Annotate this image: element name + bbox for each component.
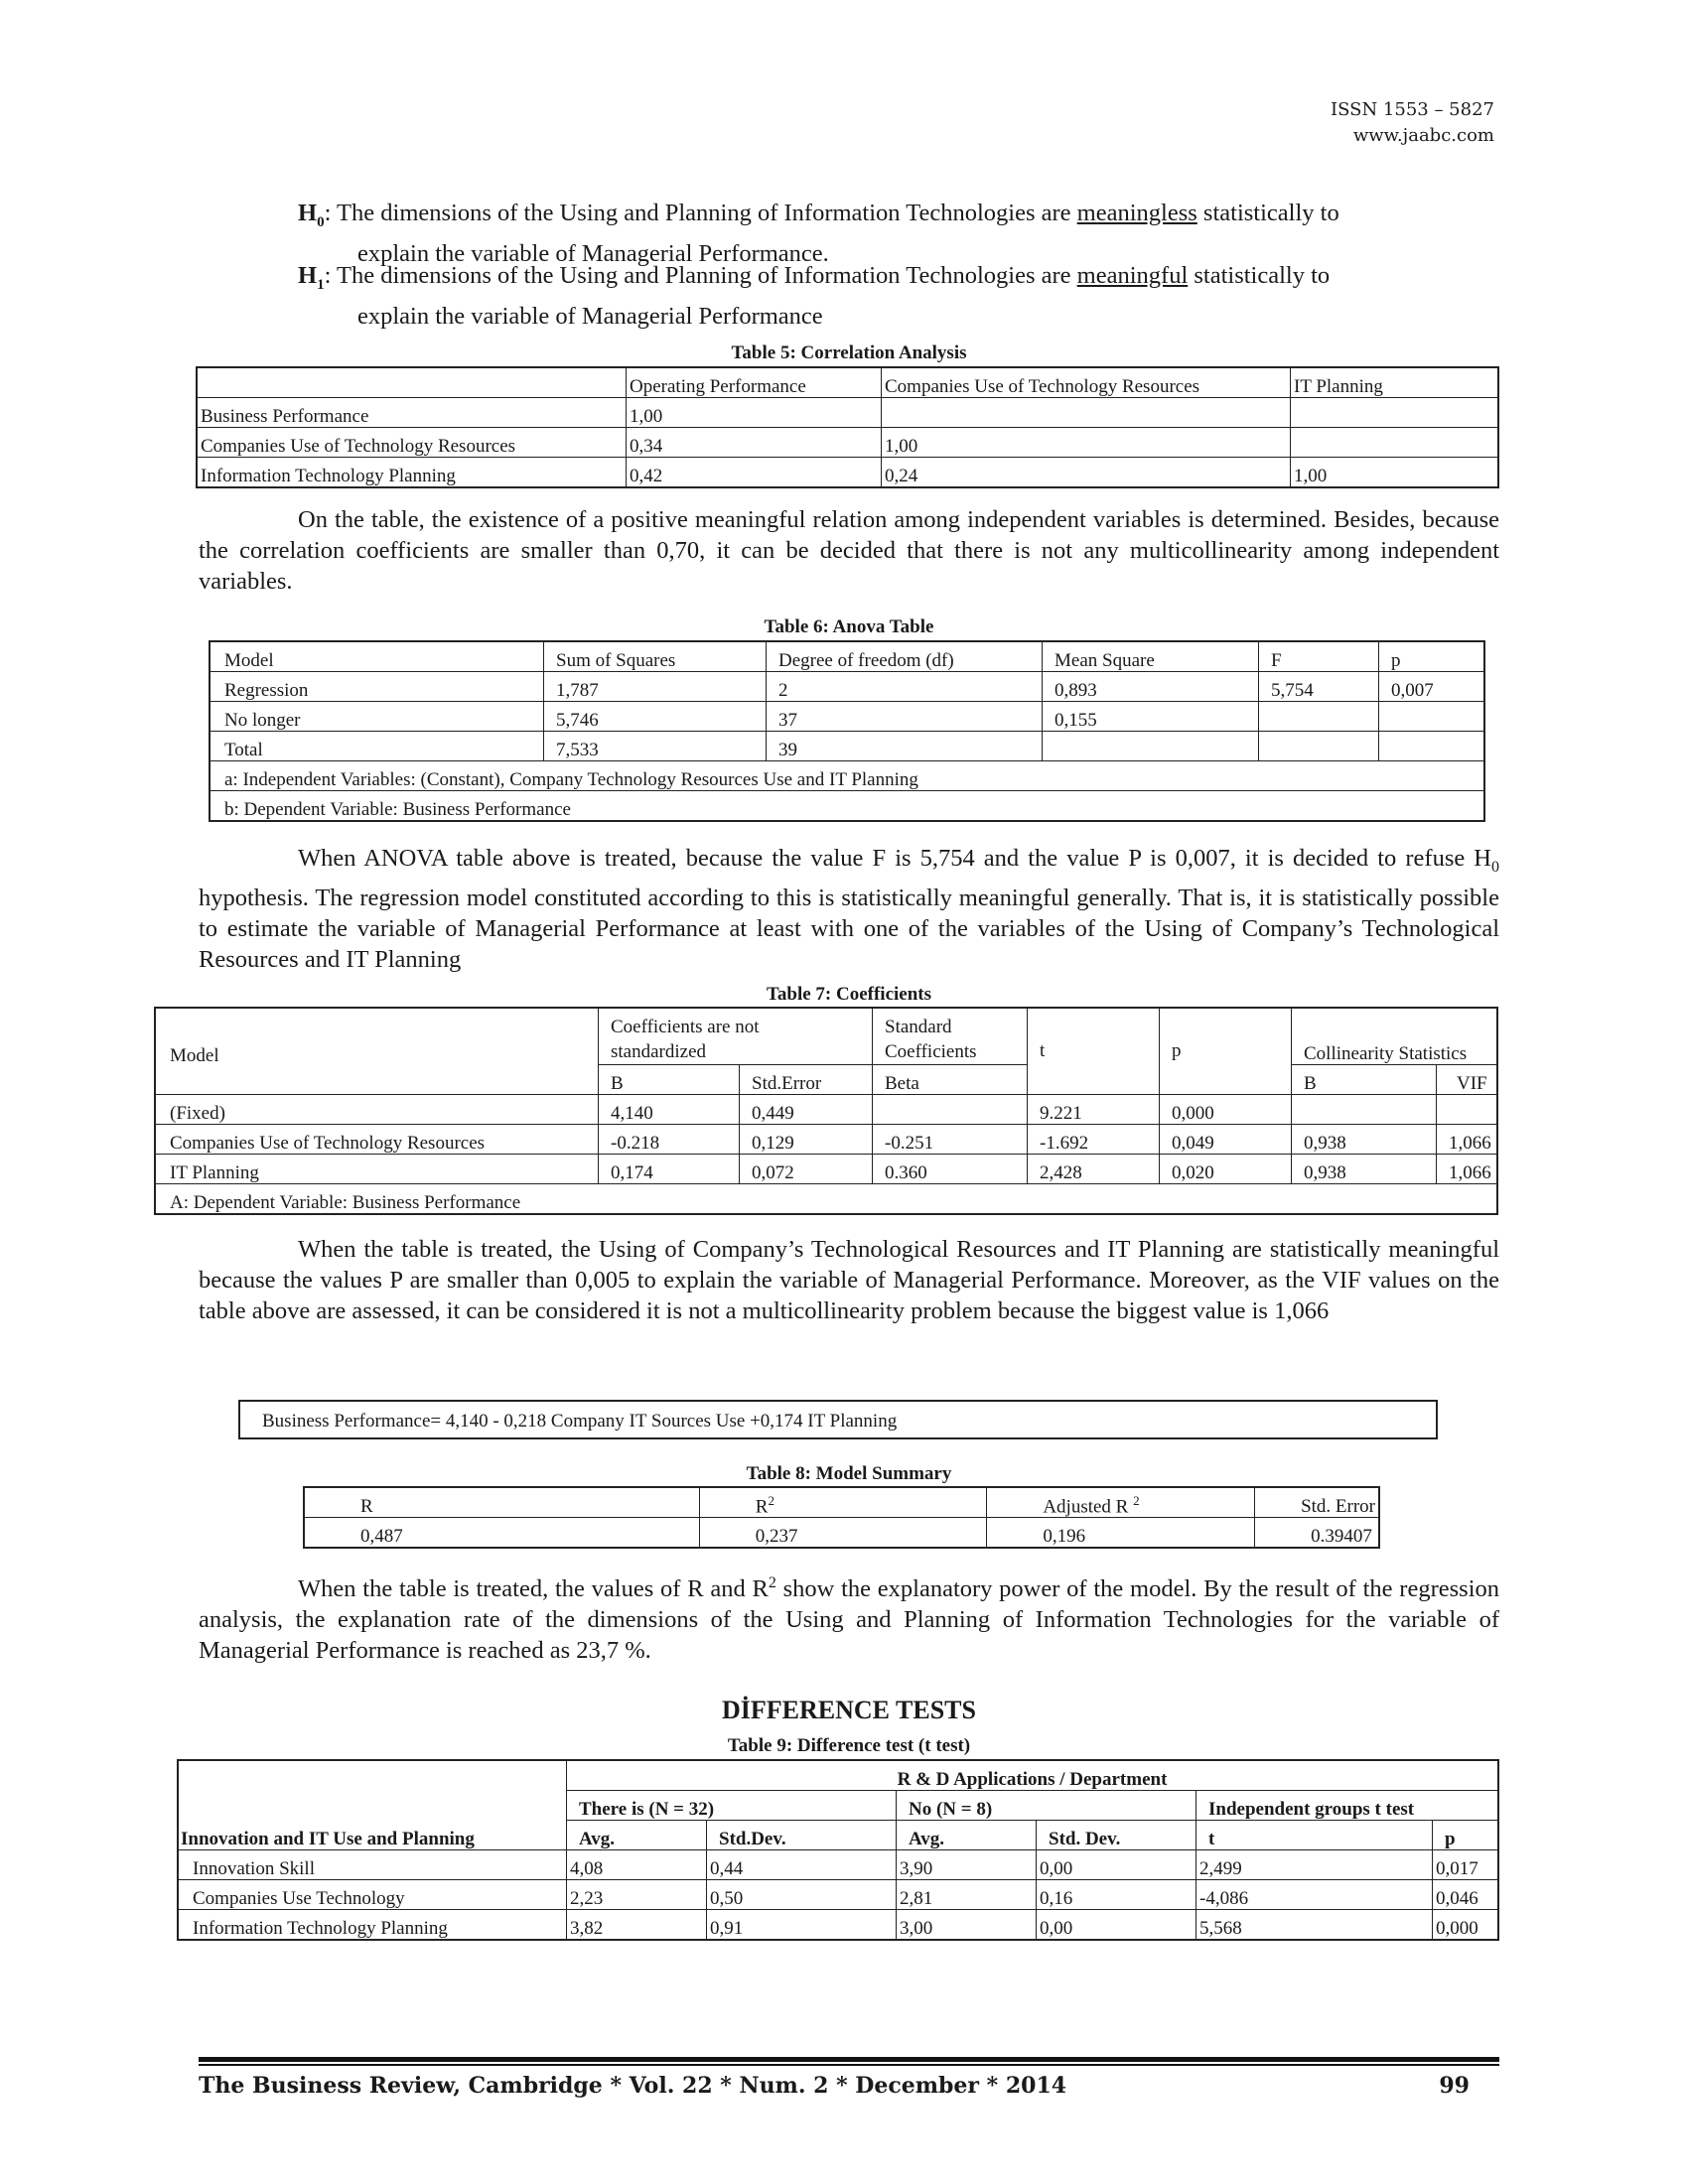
table-cell: Companies Use of Technology Resources [155,1125,599,1155]
table-cell: -1.692 [1028,1125,1160,1155]
table-cell: 37 [767,702,1043,732]
table-cell: Innovation Skill [178,1850,567,1880]
table-cell: Std.Dev. [707,1821,897,1850]
table-note-row [155,1184,1497,1215]
table7-caption: Table 7: Coefficients [766,984,932,1005]
table-cell: t [1196,1821,1433,1850]
table8-caption: Table 8: Model Summary [746,1463,952,1484]
table-cell: 0,000 [1160,1095,1292,1125]
table-cell: 0,196 [987,1518,1255,1549]
table-cell: 0,046 [1433,1880,1499,1910]
table-cell: Collinearity Statistics [1292,1008,1498,1065]
table-cell: 3,90 [897,1850,1037,1880]
table-cell: Innovation and IT Use and Planning [178,1760,567,1850]
table-row [178,1850,1498,1880]
table-cell: Model [155,1008,599,1095]
table-cell [1437,1095,1498,1125]
table-cell: 0,91 [707,1910,897,1941]
table-cell: Information Technology Planning [197,458,627,488]
table-note-row [210,791,1484,822]
table-cell [1379,732,1485,761]
table-cell: p [1160,1008,1292,1095]
table-cell: Business Performance [197,398,627,428]
table-cell: Std. Dev. [1037,1821,1196,1850]
table-cell: Independent groups t test [1196,1791,1499,1821]
table-row [197,458,1498,488]
table-cell: B [599,1065,740,1095]
table-cell: 0,155 [1043,702,1259,732]
table-cell [1043,732,1259,761]
table-cell: 1,00 [882,428,1291,458]
table-cell: 0,174 [599,1155,740,1184]
table-cell: 3,00 [897,1910,1037,1941]
table-cell: 1,787 [544,672,767,702]
table-cell: 2,81 [897,1880,1037,1910]
table-cell: Companies Use of Technology Resources [882,367,1291,398]
table-header-row [155,1008,1497,1065]
table6-caption: Table 6: Anova Table [764,616,934,637]
table-cell: Standard Coefficients [873,1008,1028,1065]
table-row [210,702,1484,732]
table-cell: 0,24 [882,458,1291,488]
table-cell: 0,020 [1160,1155,1292,1184]
table-cell: 0,00 [1037,1910,1196,1941]
table5-caption: Table 5: Correlation Analysis [731,342,967,363]
table-cell: No (N = 8) [897,1791,1196,1821]
table-cell [1259,732,1379,761]
table-cell: Mean Square [1043,641,1259,672]
anova-table [209,640,1485,822]
table-cell: 0,50 [707,1880,897,1910]
table-cell [882,398,1291,428]
table-cell: Avg. [567,1821,707,1850]
table-cell: -4,086 [1196,1880,1433,1910]
table-cell: R [304,1487,699,1518]
table-cell: Regression [210,672,544,702]
table-cell: 2,428 [1028,1155,1160,1184]
table-cell: 0,000 [1433,1910,1499,1941]
table-cell: 0,129 [740,1125,873,1155]
table-cell: 0.39407 [1255,1518,1379,1549]
journal-citation: The Business Review, Cambridge * Vol. 22 * Num. 2 * December * 2014 [199,2073,1067,2099]
table-row [155,1125,1497,1155]
issn-text: ISSN 1553 – 5827 [1331,99,1494,120]
table-cell: B [1292,1065,1437,1095]
hypothesis-h0: $H_0$: The dimensions of the Using and Planning of Information Technologies are meaningless statistically to explain the variable of Managerial Performance. [298,200,1339,267]
section-heading: DİFFERENCE TESTS [722,1696,976,1724]
table-cell: 0,893 [1043,672,1259,702]
table-cell: R & D Applications / Department [567,1760,1499,1791]
table-note: A: Dependent Variable: Business Performance [155,1184,1497,1215]
table-cell: 1,066 [1437,1155,1498,1184]
table-cell: 0,487 [304,1518,699,1549]
table-cell: 5,568 [1196,1910,1433,1941]
table-cell: 0,449 [740,1095,873,1125]
table-row [178,1880,1498,1910]
paragraph-anova: When ANOVA table above is treated, because the value F is 5,754 and the value P is 0,007, it is decided to refuse $H_0$ hypothesis. The regression model constituted according to this is statistically meaningful generally. That is, it is statistically possible to estimate the variable of Managerial Performance at least with one of the variables of the Using of Company’s Technological Resources and IT Planning [199,845,1499,973]
table-cell: p [1379,641,1485,672]
table-cell: -0.251 [873,1125,1028,1155]
table-header-row [197,367,1498,398]
table-cell: 0,017 [1433,1850,1499,1880]
table-cell: IT Planning [1291,367,1499,398]
table-cell: 0,938 [1292,1125,1437,1155]
paragraph-correlation: On the table, the existence of a positive meaningful relation among independent variables is determined. Besides, because the correlation coefficients are smaller than 0,70, it can be decided that there is not any multicollinearity among independent variables. [199,506,1499,595]
table-cell: 4,140 [599,1095,740,1125]
table-cell: 1,00 [627,398,882,428]
table-cell: Coefficients are not standardized [599,1008,873,1065]
table-cell: 7,533 [544,732,767,761]
table-row [210,672,1484,702]
table-cell: Degree of freedom (df) [767,641,1043,672]
table-cell: Adjusted R $^2$ [987,1487,1255,1518]
table-cell: 0,16 [1037,1880,1196,1910]
table-row [210,732,1484,761]
table-cell: 39 [767,732,1043,761]
table-row [197,398,1498,428]
paragraph-model-summary: When the table is treated, the values of R and $R^2$ show the explanatory power of the model. By the result of the regression analysis, the explanation rate of the dimensions of the Using and Planning of Information Technologies for the variable of Managerial Performance is reached as 23,7 %. [199,1574,1500,1665]
table-cell: 2,499 [1196,1850,1433,1880]
table-header-row [210,641,1484,672]
coefficients-table [154,1007,1498,1215]
table-cell: Total [210,732,544,761]
table-cell: 0,44 [707,1850,897,1880]
table-cell: Std.Error [740,1065,873,1095]
table-cell: 0,049 [1160,1125,1292,1155]
footer-rule [199,2057,1499,2062]
table-cell: 3,82 [567,1910,707,1941]
table-note: b: Dependent Variable: Business Performance [210,791,1484,822]
table-cell: 4,08 [567,1850,707,1880]
table-note-row [210,761,1484,791]
table-cell [197,367,627,398]
table-cell: 1,00 [1291,458,1499,488]
table-cell: (Fixed) [155,1095,599,1125]
table-cell: p [1433,1821,1499,1850]
table-cell: 1,066 [1437,1125,1498,1155]
table-cell: Model [210,641,544,672]
table-cell: Companies Use Technology [178,1880,567,1910]
table-cell [1292,1095,1437,1125]
paragraph-coefficients: When the table is treated, the Using of Company’s Technological Resources and IT Planning are statistically meaningful because the values P are smaller than 0,005 to explain the variable of Managerial Performance. Moreover, as the VIF values on the table above are assessed, it can be considered it is not a multicollinearity problem because the biggest value is 1,066 [199,1236,1499,1324]
table-header-row [178,1760,1498,1791]
table-cell: $R^2$ [699,1487,987,1518]
table-cell: IT Planning [155,1155,599,1184]
page-header [1281,97,1494,149]
table-cell: Std. Error [1255,1487,1379,1518]
table-row [155,1095,1497,1125]
journal-url: www.jaabc.com [1352,125,1494,146]
table-cell: Operating Performance [627,367,882,398]
table-cell: VIF [1437,1065,1498,1095]
correlation-table [196,366,1499,488]
table-cell: 0.360 [873,1155,1028,1184]
table-cell: 2,23 [567,1880,707,1910]
table-cell [1379,702,1485,732]
table-cell [1291,428,1499,458]
table-cell [1291,398,1499,428]
table-cell: 0,938 [1292,1155,1437,1184]
table-cell: 2 [767,672,1043,702]
page-footer [199,2073,1470,2099]
table-cell [1259,702,1379,732]
model-summary-table [303,1486,1380,1549]
table-cell: There is (N = 32) [567,1791,897,1821]
table9-caption: Table 9: Difference test (t test) [727,1735,971,1756]
hypothesis-h1: $H_1$: The dimensions of the Using and Planning of Information Technologies are meaningful statistically to explain the variable of Managerial Performance [298,262,1331,330]
table-header-row [304,1487,1379,1518]
regression-equation: Business Performance= 4,140 - 0,218 Company IT Sources Use +0,174 IT Planning [238,1400,1438,1439]
table-note: a: Independent Variables: (Constant), Company Technology Resources Use and IT Planning [210,761,1484,791]
table-cell: 0,34 [627,428,882,458]
table-cell: Sum of Squares [544,641,767,672]
table-cell: 0,42 [627,458,882,488]
table-row [197,428,1498,458]
table-cell: Avg. [897,1821,1037,1850]
table-row [304,1518,1379,1549]
table-cell: 0,007 [1379,672,1485,702]
table-cell: 5,754 [1259,672,1379,702]
table-cell: No longer [210,702,544,732]
table-cell: Beta [873,1065,1028,1095]
table-cell: 0,237 [699,1518,987,1549]
table-row [155,1155,1497,1184]
footer-rule [199,2064,1499,2066]
table-cell: 5,746 [544,702,767,732]
table-cell: -0.218 [599,1125,740,1155]
table-cell: F [1259,641,1379,672]
table-cell: Information Technology Planning [178,1910,567,1941]
table-row [178,1910,1498,1941]
table-cell: 9.221 [1028,1095,1160,1125]
table-cell: t [1028,1008,1160,1095]
table-cell [873,1095,1028,1125]
page-number: 99 [1439,2073,1470,2099]
difference-test-table [177,1759,1499,1941]
table-cell: 0,072 [740,1155,873,1184]
table-cell: Companies Use of Technology Resources [197,428,627,458]
table-cell: 0,00 [1037,1850,1196,1880]
